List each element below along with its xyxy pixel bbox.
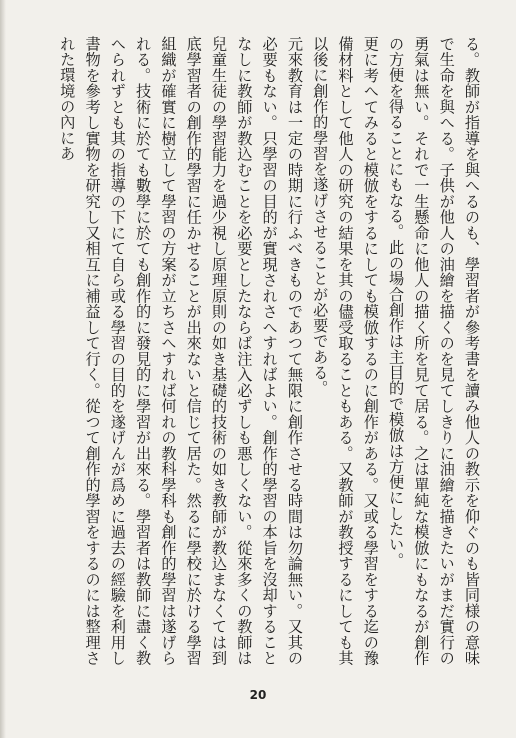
page-number: 20 xyxy=(249,688,267,702)
paragraph-2: 更に考へてみると模倣をするにしても模倣するのに創作がある。又或る學習をする迄の豫備材料として他人の研究の結果を其の儘受取ることもある。又教師が教授するにしても其以後に創作的學習を遂げさせることが必要である。 xyxy=(311,36,380,666)
scan-edge xyxy=(0,0,6,738)
paragraph-3: 元來教育は一定の時期に行ふべきものであつて無限に創作させる時間は勿論無い。又其の必要もない。只學習の目的が實現されさへすればよい。創作的學習の本旨を沒却することなしに教師が教込むことを必要としたならば注入必ずしも悪しくない。從來多くの教師は兒童生徒の學習能力を過少視し原理原則の如き基礎的技術の如き教師が教込まなくては到底學習者の創作的學習に任かせることが出來ないと信じて居た。然るに學校に於ける學習組織が確實に樹立して學習の方案が立ちさへすれば何れの教科學科も創作的學習は遂げられる。技術に於ても數學に於ても創作的に發見的に學習が出來る。學習者は教師に盡く教へられずとも其の指導の下にて自ら或る學習の目的を遂げんが爲めに過去の經驗を利用し書物を參考し實物を研究し又相互に補益して行く。從つて創作的學習をするのには整理された環境の內にあ xyxy=(58,36,304,666)
body-text xyxy=(44,36,484,666)
paragraph-1: る。教師が指導を與へるのも、學習者が參考書を讀み他人の教示を仰ぐのも皆同様の意味で生命を與へる。子供が他人の油繪を描くのを見てしきりに油繪を描きたいがまだ實行の勇氣は無い。それで一生懸命に他人の描く所を見て居る。之は單純な模倣にもなるが創作の方便を得ることにもなる。此の場合創作は主目的で模倣は方便にしたい。 xyxy=(387,36,481,666)
